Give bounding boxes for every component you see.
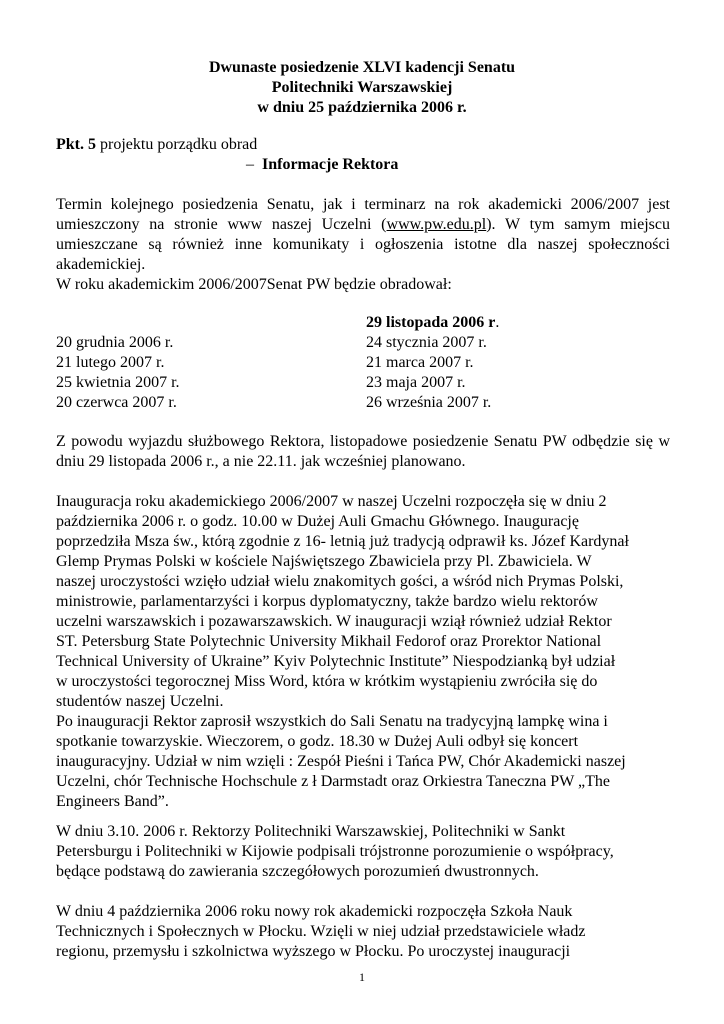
paragraph-line: naszej uroczystości wzięło udział wielu znakomitych gości, a wśród nich Prymas Polski,	[56, 573, 624, 590]
paragraph-line: studentów naszej Uczelni.	[56, 693, 224, 710]
senate-schedule	[56, 313, 676, 413]
schedule-date-right: 21 marca 2007 r.	[366, 354, 474, 371]
highlight-suffix: .	[495, 314, 500, 331]
title-line-3: w dniu 25 października 2006 r.	[257, 99, 467, 116]
paragraph-line: inauguracyjny. Udział w nim wzięli : Zespół Pieśni i Tańca PW, Chór Akademicki naszej	[56, 753, 626, 770]
paragraph-line: Engineers Band”.	[56, 793, 169, 810]
title-line-1: Dwunaste posiedzenie XLVI kadencji Senatu	[208, 59, 516, 76]
paragraph-inauguration	[56, 492, 670, 812]
highlight-date: 29 listopada 2006 r	[366, 314, 496, 331]
agenda-item	[56, 135, 676, 175]
title-line-2: Politechniki Warszawskiej	[271, 79, 453, 96]
schedule-date-left: 25 kwietnia 2007 r.	[56, 374, 180, 391]
schedule-date-right: 24 stycznia 2007 r.	[366, 334, 487, 351]
agenda-subitem	[56, 155, 676, 175]
paragraph-line: w uroczystości tegorocznej Miss Word, która w krótkim wystąpieniu zwróciła się do	[56, 673, 598, 690]
paragraph-line: Petersburgu i Politechniki w Kijowie podpisali trójstronne porozumienie o współpracy,	[56, 843, 614, 860]
intro-text-2: ). W tym samym miejscu umieszczane są również inne komunikaty i ogłoszenia istotne dla naszej społeczności akademickiej.	[56, 216, 671, 273]
paragraph-line: uczelni warszawskich i pozawarszawskich. W inauguracji wziął również udział Rektor	[56, 613, 612, 630]
schedule-intro-line: W roku akademickim 2006/2007Senat PW będzie obradował:	[56, 276, 452, 293]
paragraph-line: października 2006 r. o godz. 10.00 w Dużej Auli Gmachu Głównego. Inaugurację	[56, 513, 579, 530]
paragraph-line: Inauguracja roku akademickiego 2006/2007 w naszej Uczelni rozpoczęła się w dniu 2	[56, 493, 607, 510]
paragraph-agreement	[56, 822, 670, 882]
document-title	[0, 58, 724, 118]
university-website-link[interactable]: www.pw.edu.pl	[386, 216, 487, 233]
agenda-text: projektu porządku obrad	[96, 136, 258, 153]
paragraph-rector-trip: Z powodu wyjazdu służbowego Rektora, listopadowe posiedzenie Senatu PW odbędzie się w dniu 29 listopada 2006 r., a nie 22.11. jak wcześniej planowano.	[56, 433, 670, 470]
schedule-date-right: 23 maja 2007 r.	[366, 374, 466, 391]
paragraph-line: spotkanie towarzyskie. Wieczorem, o godz. 18.30 w Dużej Auli odbył się koncert	[56, 733, 579, 750]
paragraph-line: Uczelni, chór Technische Hochschule z ł Darmstadt oraz Orkiestra Taneczna PW „The	[56, 773, 610, 790]
agenda-label: Pkt. 5	[56, 136, 96, 153]
agenda-dash: –	[246, 156, 254, 173]
paragraph-line: regionu, przemysłu i szkolnictwa wyższego w Płocku. Po uroczystej inauguracji	[56, 943, 571, 960]
intro-paragraph	[56, 195, 670, 295]
paragraph-line: ST. Petersburg State Polytechnic University Mikhail Fedorof oraz Prorektor National	[56, 633, 602, 650]
paragraph-line: Technicznych i Społecznych w Płocku. Wzięli w niej udział przedstawiciele władz	[56, 923, 586, 940]
schedule-date-right: 26 września 2007 r.	[366, 394, 492, 411]
schedule-row	[56, 333, 676, 353]
page-number: 1	[359, 970, 365, 984]
paragraph-line: W dniu 3.10. 2006 r. Rektorzy Politechniki Warszawskiej, Politechniki w Sankt	[56, 823, 566, 840]
paragraph-line: Glemp Prymas Polski w kościele Najświętszego Zbawiciela przy Pl. Zbawiciela. W	[56, 553, 592, 570]
paragraph-line: Technical University of Ukraine” Kyiv Polytechnic Institute” Niespodzianką był udział	[56, 653, 616, 670]
schedule-date-left: 20 grudnia 2006 r.	[56, 334, 174, 351]
schedule-highlight-row	[56, 313, 676, 333]
schedule-date-left: 20 czerwca 2007 r.	[56, 394, 177, 411]
intro-text-1: Termin kolejnego posiedzenia Senatu, jak i terminarz na rok akademicki 2006/2007 jest umieszczony na stronie www naszej Uczelni (	[56, 196, 670, 233]
schedule-date-left: 21 lutego 2007 r.	[56, 354, 165, 371]
schedule-row	[56, 393, 676, 413]
paragraph-line: będące podstawą do zawierania szczegółowych porozumień dwustronnych.	[56, 863, 539, 880]
paragraph-line: ministrowie, parlamentarzyści i korpus dyplomatyczny, także bardzo wielu rektorów	[56, 593, 598, 610]
schedule-row	[56, 353, 676, 373]
paragraph-line: W dniu 4 października 2006 roku nowy rok akademicki rozpoczęła Szkoła Nauk	[56, 903, 573, 920]
schedule-highlight	[366, 313, 499, 333]
agenda-subitem-label: Informacje Rektora	[262, 156, 399, 173]
paragraph-line: Po inauguracji Rektor zaprosił wszystkich do Sali Senatu na tradycyjną lampkę wina i	[56, 713, 608, 730]
schedule-row	[56, 373, 676, 393]
paragraph-plock	[56, 902, 670, 962]
paragraph-line: poprzedziła Msza św., którą zgodnie z 16- letnią już tradycją odprawił ks. Józef Kardynał	[56, 533, 629, 550]
